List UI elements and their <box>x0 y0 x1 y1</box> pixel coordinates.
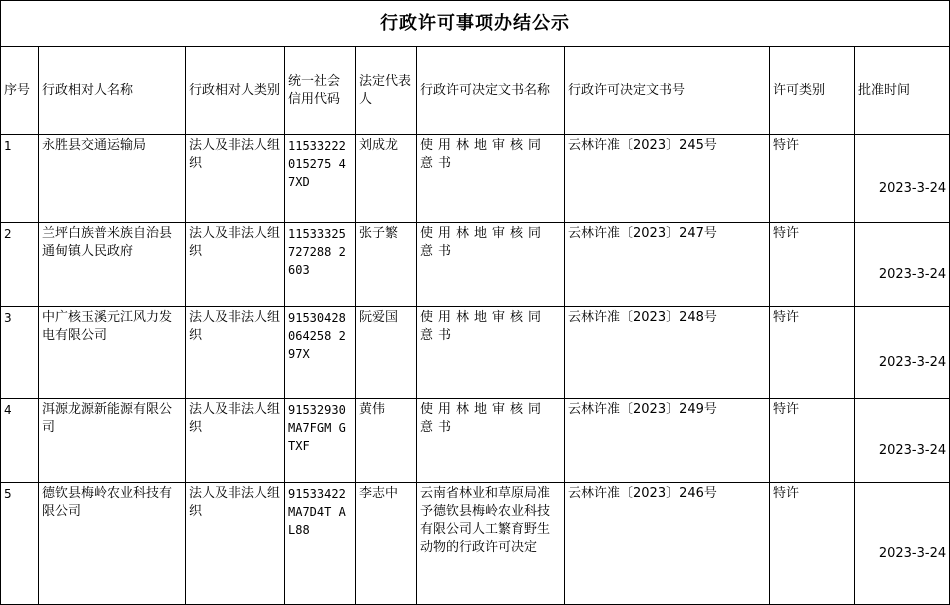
cell-index: 5 <box>1 483 39 605</box>
cell-index: 3 <box>1 307 39 399</box>
header-doc-name: 行政许可决定文书名称 <box>417 47 565 135</box>
cell-legal-rep: 张子繁 <box>356 223 417 307</box>
cell-permit-type: 特许 <box>770 135 855 223</box>
header-doc-number: 行政许可决定文书号 <box>565 47 770 135</box>
header-permit-type: 许可类别 <box>770 47 855 135</box>
cell-approval-date: 2023-3-24 <box>855 399 950 483</box>
cell-credit-code: 91532930MA7FGM GTXF <box>285 399 356 483</box>
table-row <box>1 483 950 605</box>
cell-doc-number: 云林许准〔2023〕245号 <box>565 135 770 223</box>
header-legal-rep: 法定代表人 <box>356 47 417 135</box>
cell-legal-rep: 黄伟 <box>356 399 417 483</box>
cell-index: 4 <box>1 399 39 483</box>
cell-category: 法人及非法人组织 <box>186 223 285 307</box>
page-title: 行政许可事项办结公示 <box>1 1 950 47</box>
cell-doc-name: 使用林地审核同意书 <box>417 307 565 399</box>
cell-approval-date: 2023-3-24 <box>855 223 950 307</box>
cell-doc-number: 云林许准〔2023〕246号 <box>565 483 770 605</box>
table-row <box>1 399 950 483</box>
header-category: 行政相对人类别 <box>186 47 285 135</box>
cell-name: 洱源龙源新能源有限公司 <box>39 399 186 483</box>
cell-category: 法人及非法人组织 <box>186 307 285 399</box>
cell-index: 1 <box>1 135 39 223</box>
cell-permit-type: 特许 <box>770 223 855 307</box>
cell-name: 兰坪白族普米族自治县通甸镇人民政府 <box>39 223 186 307</box>
cell-permit-type: 特许 <box>770 483 855 605</box>
cell-category: 法人及非法人组织 <box>186 135 285 223</box>
cell-doc-number: 云林许准〔2023〕247号 <box>565 223 770 307</box>
cell-doc-number: 云林许准〔2023〕249号 <box>565 399 770 483</box>
table-row <box>1 135 950 223</box>
title-row <box>1 1 950 47</box>
header-name: 行政相对人名称 <box>39 47 186 135</box>
cell-approval-date: 2023-3-24 <box>855 135 950 223</box>
cell-permit-type: 特许 <box>770 399 855 483</box>
header-row <box>1 47 950 135</box>
cell-permit-type: 特许 <box>770 307 855 399</box>
table-row <box>1 223 950 307</box>
cell-legal-rep: 刘成龙 <box>356 135 417 223</box>
cell-doc-name: 使用林地审核同意书 <box>417 399 565 483</box>
cell-index: 2 <box>1 223 39 307</box>
cell-name: 中广核玉溪元江风力发电有限公司 <box>39 307 186 399</box>
cell-legal-rep: 阮爱国 <box>356 307 417 399</box>
cell-category: 法人及非法人组织 <box>186 399 285 483</box>
cell-doc-name: 云南省林业和草原局准予德钦县梅岭农业科技有限公司人工繁育野生动物的行政许可决定 <box>417 483 565 605</box>
cell-name: 永胜县交通运输局 <box>39 135 186 223</box>
cell-doc-number: 云林许准〔2023〕248号 <box>565 307 770 399</box>
cell-credit-code: 91530428064258 297X <box>285 307 356 399</box>
cell-approval-date: 2023-3-24 <box>855 483 950 605</box>
table-row <box>1 307 950 399</box>
header-credit-code: 统一社会信用代码 <box>285 47 356 135</box>
cell-name: 德钦县梅岭农业科技有限公司 <box>39 483 186 605</box>
cell-credit-code: 11533222015275 47XD <box>285 135 356 223</box>
cell-approval-date: 2023-3-24 <box>855 307 950 399</box>
header-approval-date: 批准时间 <box>855 47 950 135</box>
cell-legal-rep: 李志中 <box>356 483 417 605</box>
header-index: 序号 <box>1 47 39 135</box>
cell-doc-name: 使用林地审核同意书 <box>417 223 565 307</box>
cell-credit-code: 91533422MA7D4T AL88 <box>285 483 356 605</box>
cell-credit-code: 11533325727288 2603 <box>285 223 356 307</box>
cell-category: 法人及非法人组织 <box>186 483 285 605</box>
cell-doc-name: 使用林地审核同意书 <box>417 135 565 223</box>
